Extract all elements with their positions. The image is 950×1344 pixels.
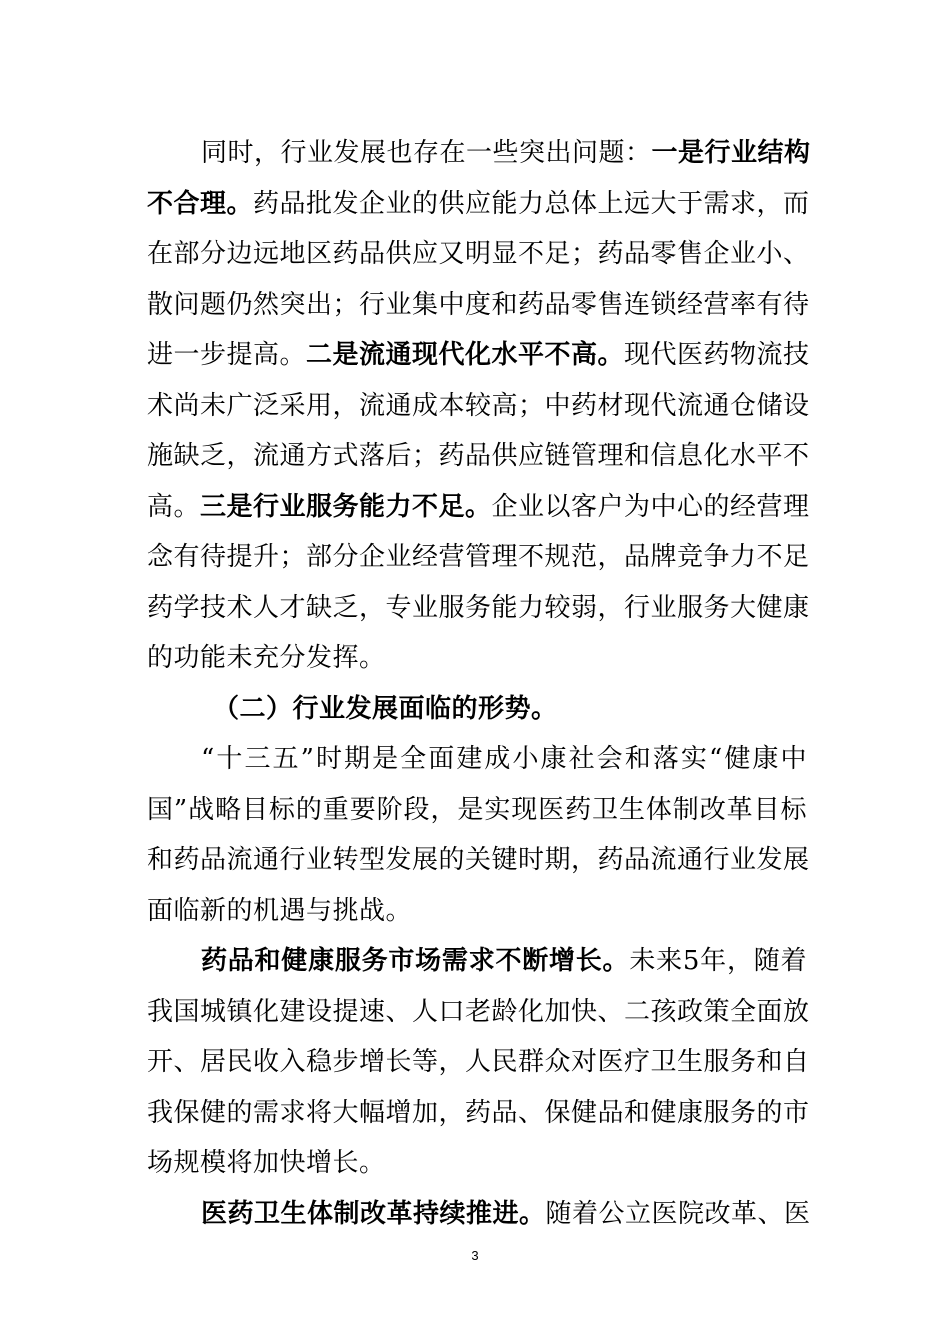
text-line — [147, 785, 807, 836]
text-run: 施缺乏，流通方式落后；药品供应链管理和信息化水平不 — [147, 441, 810, 471]
text-run: 的功能未充分发挥。 — [147, 643, 386, 673]
paragraph — [147, 936, 810, 1189]
text-line — [147, 280, 810, 331]
text-run: 在部分边远地区药品供应又明显不足；药品零售企业小、 — [147, 239, 810, 269]
body-text — [147, 128, 811, 1239]
text-line — [147, 1037, 810, 1088]
text-run: 开、居民收入稳步增长等，人民群众对医疗卫生服务和自 — [147, 1047, 810, 1077]
text-line — [147, 229, 810, 280]
text-line — [147, 583, 810, 634]
bold-text: 药品和健康服务市场需求不断增长。 — [201, 946, 630, 976]
text-run: 面临新的机遇与挑战。 — [147, 895, 413, 926]
text-line — [147, 633, 807, 684]
text-line — [147, 330, 810, 381]
bold-text: （二）行业发展面临的形势。 — [213, 693, 558, 724]
bold-text: 不合理。 — [147, 188, 254, 219]
text-line — [147, 431, 810, 482]
text-line — [147, 381, 810, 432]
text-line — [147, 1088, 810, 1139]
text-run: 场规模将加快增长。 — [147, 1148, 386, 1178]
bold-text: 一是行业结构 — [651, 138, 811, 168]
text-run: 国”战略目标的重要阶段，是实现医药卫生体制改革目标 — [147, 794, 807, 825]
text-run: 高。 — [147, 491, 201, 522]
text-run: 随着公立医院改革、医 — [545, 1198, 811, 1229]
bold-text: 三是行业服务能力不足。 — [200, 491, 492, 522]
bold-text: 二是流通现代化水平不高。 — [306, 340, 625, 370]
text-line — [147, 835, 810, 886]
text-line — [147, 179, 810, 230]
text-line — [147, 936, 807, 987]
text-run: 术尚未广泛采用，流通成本较高；中药材现代流通仓储设 — [147, 390, 810, 421]
bold-text: 医药卫生体制改革持续推进。 — [201, 1198, 546, 1229]
page-number: 3 — [471, 1248, 479, 1263]
text-line — [147, 532, 810, 583]
text-line — [147, 1138, 807, 1189]
text-run: 药学技术人才缺乏，专业服务能力较弱，行业服务大健康 — [147, 592, 810, 623]
text-line — [147, 128, 811, 179]
text-run: 同时，行业发展也存在一些突出问题： — [201, 138, 652, 168]
text-run: “十三五”时期是全面建成小康社会和落实“健康中 — [201, 744, 807, 774]
text-line — [147, 482, 810, 533]
text-line — [147, 886, 807, 937]
text-line — [147, 734, 807, 785]
text-run: 我保健的需求将大幅增加，药品、保健品和健康服务的市 — [147, 1097, 810, 1128]
paragraph — [147, 1189, 811, 1240]
text-line — [147, 1189, 811, 1240]
text-run: 企业以客户为中心的经营理 — [491, 491, 810, 522]
text-run: 念有待提升；部分企业经营管理不规范，品牌竞争力不足 — [147, 542, 810, 572]
section-heading — [147, 684, 807, 735]
paragraph — [147, 128, 811, 684]
paragraph — [147, 734, 810, 936]
text-run: 散问题仍然突出；行业集中度和药品零售连锁经营率有待 — [147, 289, 810, 320]
text-run: 进一步提高。 — [147, 340, 307, 370]
text-line — [147, 987, 810, 1038]
text-line — [147, 684, 807, 735]
text-run: 我国城镇化建设提速、人口老龄化加快、二孩政策全面放 — [147, 996, 810, 1027]
text-run: 药品批发企业的供应能力总体上远大于需求，而 — [253, 188, 810, 219]
text-run: 现代医药物流技 — [624, 340, 810, 370]
text-run: 未来5年，随着 — [629, 946, 807, 976]
text-run: 和药品流通行业转型发展的关键时期，药品流通行业发展 — [147, 845, 810, 875]
